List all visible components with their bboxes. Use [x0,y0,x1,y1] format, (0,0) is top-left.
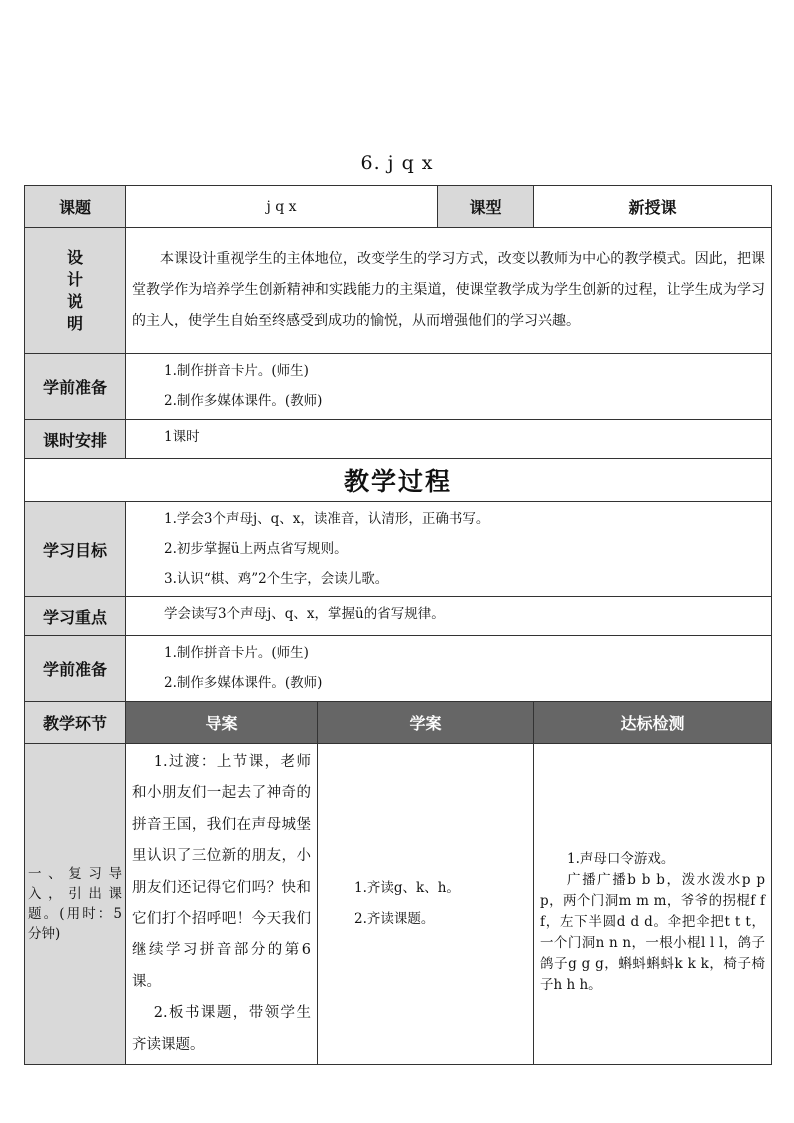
study-item: 2.齐读课题。 [354,911,435,928]
check-paragraph: 广播广播b b b，泼水泼水p p p，两个门洞m m m，爷爷的拐棍f f f，左下半圆d d d。伞把伞把t t t，一个门洞n n n，一根小棍l l l，鸽子鸽子g g g，蝌蚪蝌蚪k k k，椅子椅子h h h。 [540,871,766,993]
schedule-row [25,420,772,459]
study-item: 1.齐读g、k、h。 [354,880,460,897]
prep1-list [126,354,772,420]
design-row [25,228,772,354]
column-header-row [25,702,772,744]
goals-row [25,502,772,597]
schedule-value: 1课时 [126,420,772,459]
list-item: 2.制作多媒体课件。(教师) [164,675,323,691]
stage-cell: 一、复习导入，引出课题。(用时：5分钟) [25,744,126,1065]
page-title: 6. j q x [360,152,434,174]
list-item: 1.学会3个声母j、q、x，读准音，认清形，正确书写。 [164,511,490,527]
schedule-label: 课时安排 [25,420,126,459]
check-cell [534,744,772,1065]
focus-row [25,597,772,636]
list-item: 2.初步掌握ü上两点省写规则。 [164,541,348,557]
guide-cell [126,744,318,1065]
process-title-row [25,459,772,502]
topic-label: 课题 [25,186,126,228]
col-study: 学案 [318,702,534,744]
goals-list [126,502,772,597]
process-title: 教学过程 [25,459,772,502]
prep2-row [25,636,772,702]
col-guide: 导案 [126,702,318,744]
list-item: 1.制作拼音卡片。(师生) [164,645,309,661]
list-item: 1.制作拼音卡片。(师生) [164,363,309,379]
design-text: 本课设计重视学生的主体地位，改变学生的学习方式，改变以教师为中心的教学模式。因此，把课堂教学作为培养学生创新精神和实践能力的主渠道，使课堂教学成为学生创新的过程，让学生成为学习的主人，使学生自始至终感受到成功的愉悦，从而增强他们的学习兴趣。 [126,228,772,354]
goals-label: 学习目标 [25,502,126,597]
guide-paragraph: 1.过渡：上节课，老师和小朋友们一起去了神奇的拼音王国，我们在声母城堡里认识了三位新的朋友，小朋友们还记得它们吗？快和它们打个招呼吧！今天我们继续学习拼音部分的第6课。 [132,754,311,990]
col-check: 达标检测 [534,702,772,744]
lesson-plan-table [24,185,772,1065]
study-cell [318,744,534,1065]
focus-label: 学习重点 [25,597,126,636]
topic-value: j q x [126,186,438,228]
design-label-char: 明 [66,313,83,333]
prep1-row [25,354,772,420]
design-label-char: 说 [66,291,83,311]
prep1-label: 学前准备 [25,354,126,420]
prep2-list [126,636,772,702]
type-value: 新授课 [534,186,772,228]
guide-paragraph: 2.板书课题，带领学生齐读课题。 [132,1005,311,1053]
design-label [25,228,126,354]
design-label-char: 计 [66,269,83,289]
list-item: 2.制作多媒体课件。(教师) [164,393,323,409]
check-paragraph: 1.声母口令游戏。 [567,850,675,867]
prep2-label: 学前准备 [25,636,126,702]
list-item: 3.认识“棋、鸡”2个生字，会读儿歌。 [164,571,389,587]
header-row [25,186,772,228]
focus-text: 学会读写3个声母j、q、x，掌握ü的省写规律。 [126,597,772,636]
type-label: 课型 [438,186,534,228]
design-label-char: 设 [66,247,83,267]
col-stage: 教学环节 [25,702,126,744]
stage-row [25,744,772,1065]
